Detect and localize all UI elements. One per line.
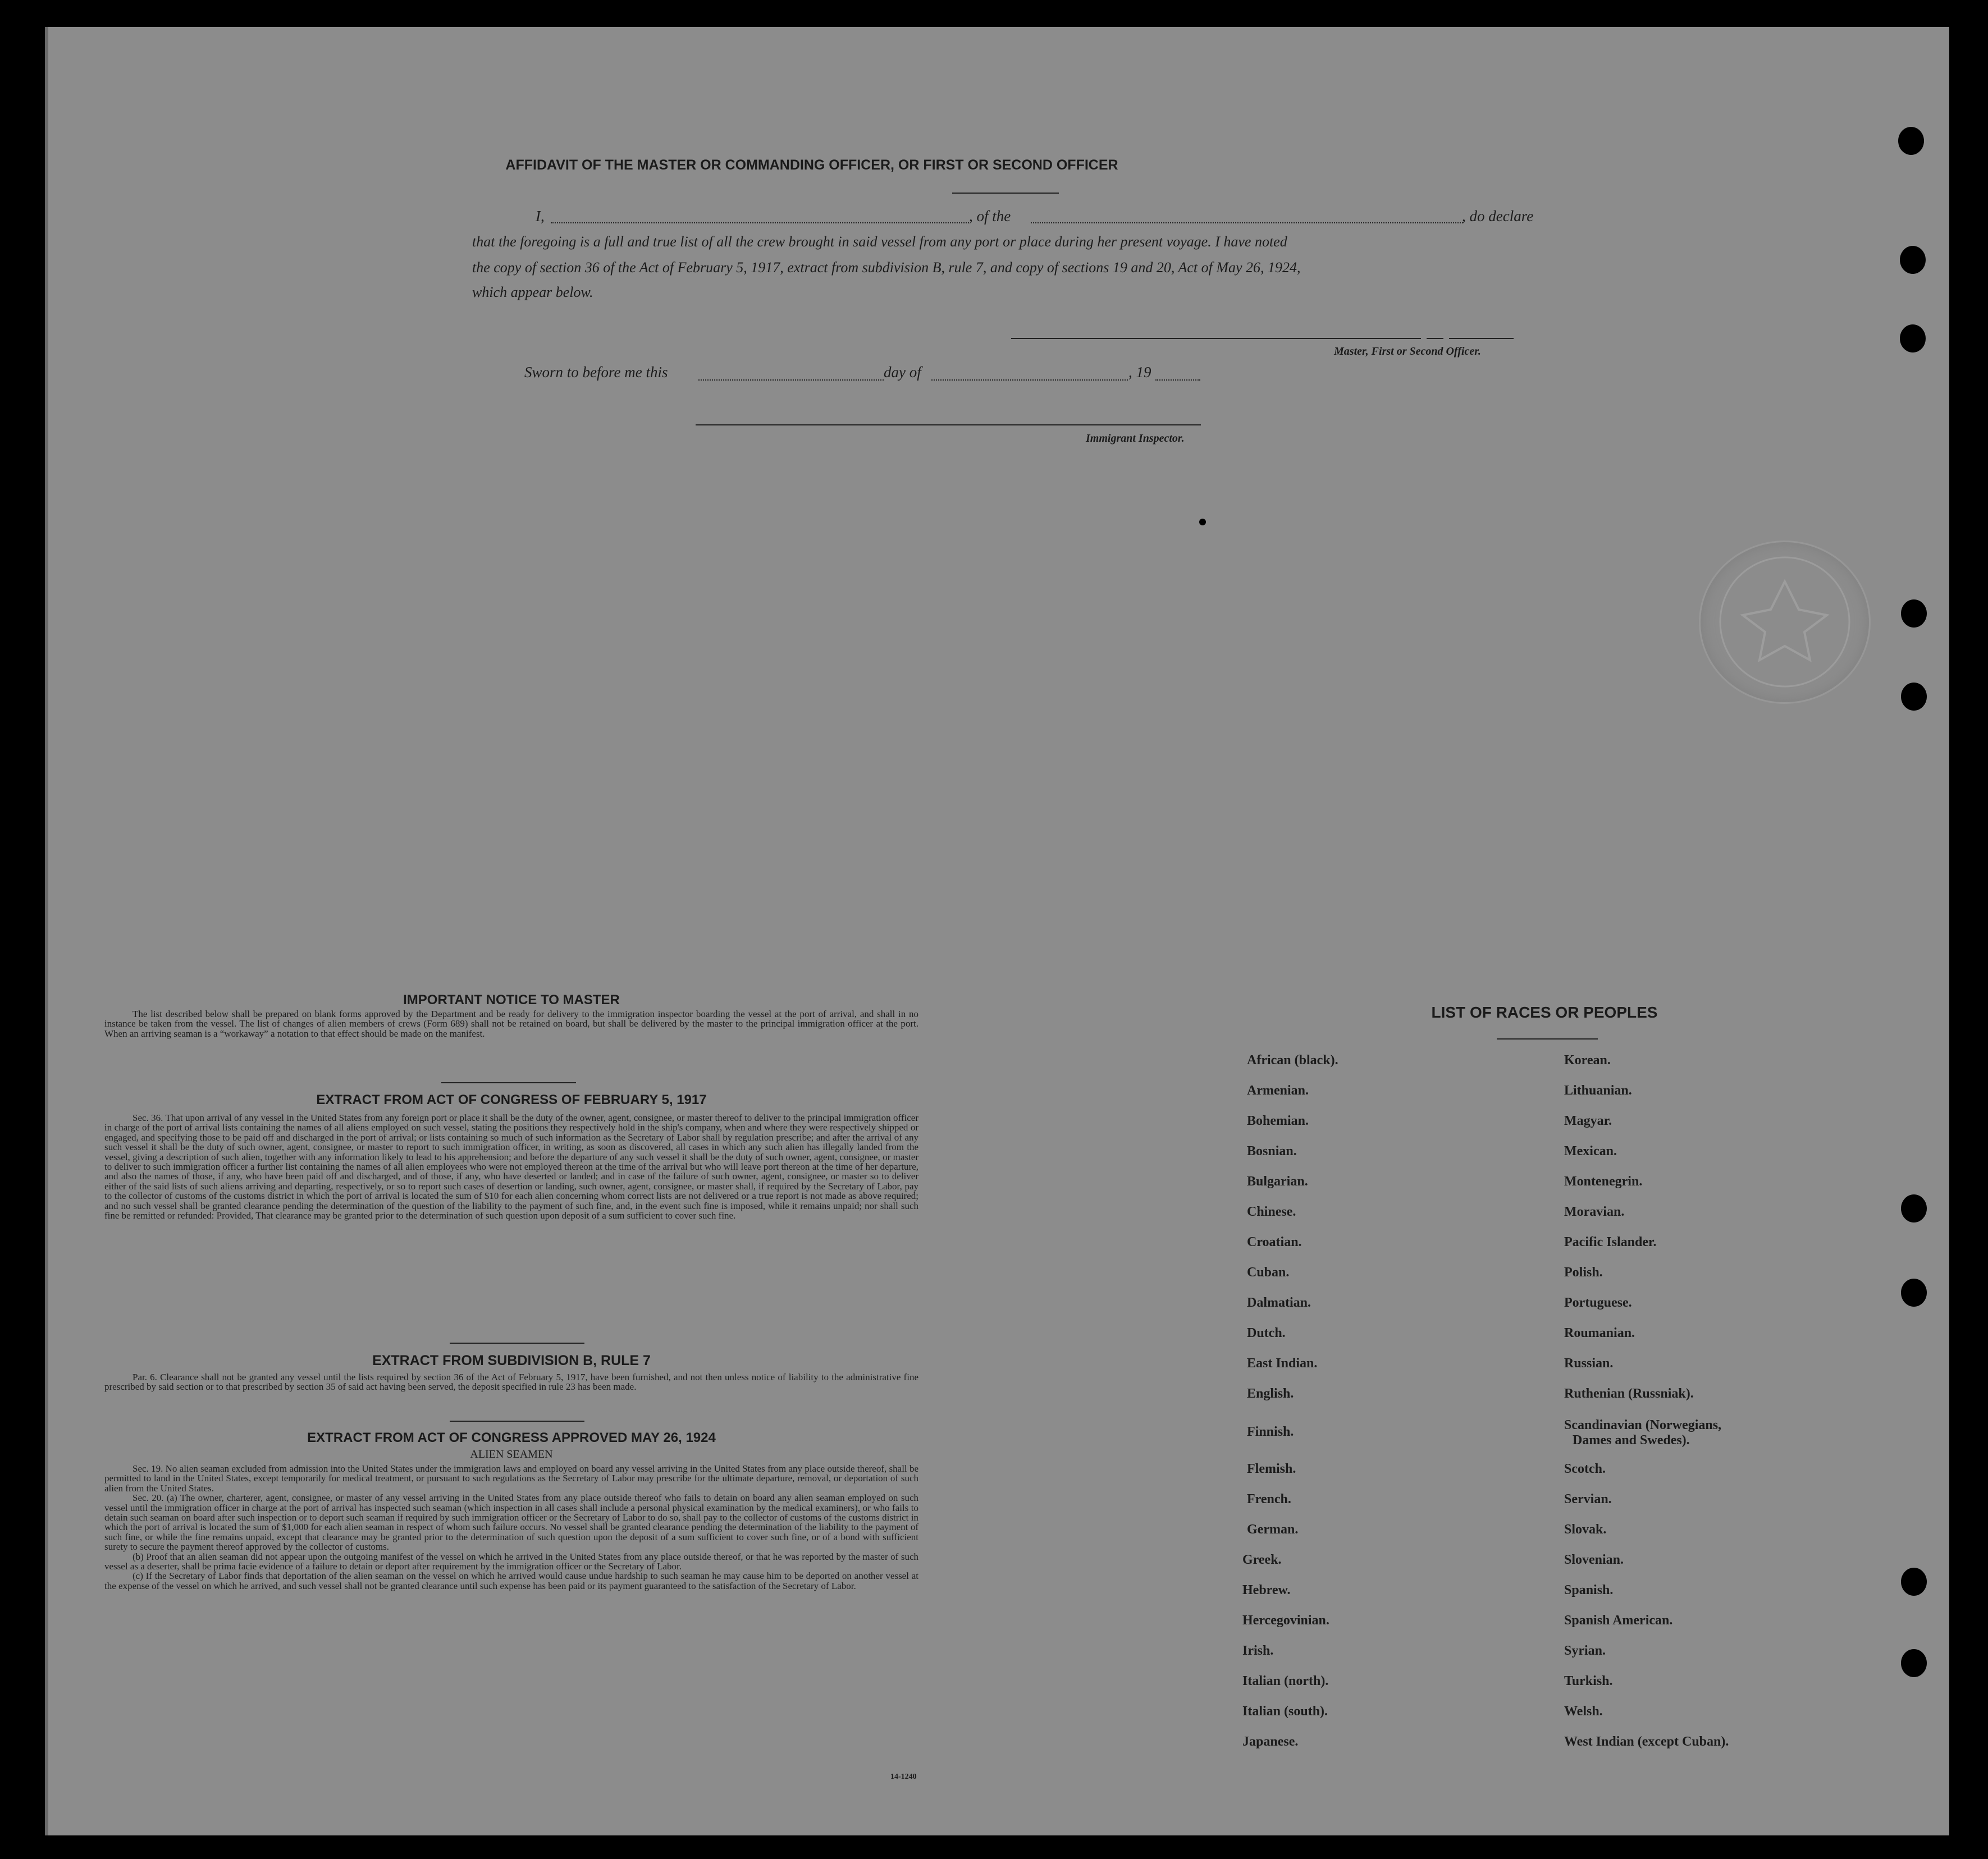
race-item: Croatian.: [1247, 1235, 1302, 1249]
year-prefix-label: , 19: [1128, 364, 1151, 381]
master-signature-line-end: [1449, 338, 1514, 339]
master-signature-line[interactable]: [1011, 338, 1421, 339]
sec-20c-paragraph: (c) If the Secretary of Labor finds that deportation of the alien seaman on the vessel on which he arrived would cause undue hardship to such seaman he may cause him to be deported on another vessel at the expense of the vessel on which he arrived, and such vessel shall not be granted clearance until such expense has been paid or its payment guaranteed to the satisfaction of the Secretary of Labor.: [104, 1570, 918, 1591]
punch-hole: [1900, 246, 1926, 274]
inspector-signature-label: Immigrant Inspector.: [1086, 432, 1185, 445]
extract-1924-body: [104, 1464, 918, 1591]
sworn-label: Sworn to before me this: [524, 364, 668, 381]
race-item: African (black).: [1247, 1053, 1338, 1068]
extract-b7-title: EXTRACT FROM SUBDIVISION B, RULE 7: [372, 1353, 651, 1368]
notice-title: IMPORTANT NOTICE TO MASTER: [403, 992, 620, 1008]
declarant-name-field[interactable]: [551, 222, 969, 223]
sec-36-paragraph: Sec. 36. That upon arrival of any vessel in the United States from any foreign port or place it shall be the duty of the owner, agent, consignee, or master thereof to deliver to the principal immigration officer in charge of the port of arrival lists containing the names of all aliens employed on such vessel, stating the positions they respectively hold in the ship's company, when and where they were respectively shipped or engaged, and specifying those to be paid off and discharged in the port of arrival; or lists containing so much of such information as the Secretary of Labor shall by regulation prescribe; and after the arrival of any such vessel it shall be the duty of such owner, agent, consignee, or master to report to such immigration officer, in writing, as soon as discovered, all cases in which any such alien has illegally landed from the vessel, giving a description of such alien, together with any information likely to lead to his apprehension; and before the departure of any such vessel it shall be the duty of such owner, agent, consignee, or master to deliver to such immigration officer a further list containing the names of all alien employees who were not employed thereon at the time of the arrival but who will leave port thereon at the time of her departure, and also the names of those, if any, who have been paid off and discharged, and of those, if any, who have deserted or landed; and in case of the failure of such owner, agent, consignee, or master so to deliver either of the said lists of such aliens arriving and departing, respectively, or so to report such cases of desertion or landing, such owner, agent, consignee, or master shall, if required by the Secretary of Labor, pay to the collector of customs of the customs district in which the port of arrival is located the sum of $10 for each alien concerning whom correct lists are not delivered or a true report is not made as above required; and no such vessel shall be granted clearance pending the determination of the question of the liability to the payment of such fine, and, in the event such fine is imposed, while it remains unpaid; nor shall such fine be remitted or refunded: Provided, That clearance may be granted prior to the determination of such question upon deposit of a sum sufficient to cover such fine.: [104, 1112, 918, 1221]
notice-paragraph: The list described below shall be prepared on blank forms approved by the Department and be ready for delivery to the immigration inspector boarding the vessel at the port of arrival, and shall in no instance be taken from the vessel. The list of changes of alien members of crews (Form 689) shall not be retained on board, but shall be delivered by the master to the principal immigration officer at the port. When an arriving seaman is a “workaway” a notation to that effect should be made on the manifest.: [104, 1009, 918, 1039]
race-item: Spanish American.: [1564, 1613, 1673, 1628]
race-item: Slovak.: [1564, 1522, 1607, 1537]
punch-hole: [1901, 1568, 1927, 1596]
sec-20a-paragraph: Sec. 20. (a) The owner, charterer, agent, consignee, or master of any vessel arriving in the United States from any place outside thereof who fails to detain on board any alien seaman employed on such vessel until the immigration officer in charge at the port of arrival has inspected such seaman (which inspection in all cases shall include a personal physical examination by the medical examiners), or who fails to detain such seaman on board after such inspection or to deport such seaman if required by such immigration officer or the Secretary of Labor to do so, shall pay to the collector of customs of the customs district in which the port of arrival is located the sum of $1,000 for each alien seaman in respect of whom such failure occurs. No vessel shall be granted clearance pending the determination of the liability to the payment of such fine, or while the fine remains unpaid, except that clearance may be granted prior to the determination of such question upon the deposit of a sum sufficient to cover such fine, or of a bond with sufficient surety to secure the payment thereof approved by the collector of customs.: [104, 1492, 918, 1553]
ink-dot: [1199, 519, 1206, 525]
race-item: Bohemian.: [1247, 1114, 1309, 1128]
race-item: Dutch.: [1247, 1326, 1286, 1340]
race-item: Hebrew.: [1242, 1583, 1291, 1597]
race-item: Hercegovinian.: [1242, 1613, 1329, 1628]
race-item: Japanese.: [1242, 1734, 1299, 1749]
race-item: Irish.: [1242, 1643, 1274, 1658]
punch-hole: [1901, 1279, 1927, 1307]
race-item: Italian (south).: [1242, 1704, 1328, 1719]
punch-hole: [1901, 1649, 1927, 1677]
sworn-year-field[interactable]: [1155, 379, 1200, 381]
race-item: Bulgarian.: [1247, 1174, 1308, 1189]
race-item: Bosnian.: [1247, 1144, 1297, 1159]
race-item: Finnish.: [1247, 1425, 1294, 1439]
race-item: Moravian.: [1564, 1205, 1625, 1219]
punch-hole: [1900, 324, 1926, 352]
sworn-month-field[interactable]: [931, 379, 1128, 381]
affidavit-text-3: which appear below.: [472, 284, 593, 300]
race-item: Pacific Islander.: [1564, 1235, 1657, 1249]
race-item: French.: [1247, 1492, 1291, 1507]
sec-20b-paragraph: (b) Proof that an alien seaman did not appear upon the outgoing manifest of the vessel on which he arrived in the United States from any place outside thereof, or that he was reported by the master of such vessel as a deserter, shall be prima facie evidence of a failure to detain or deport after requirement by the immigration officer or the Secretary of Labor.: [104, 1551, 918, 1572]
race-item: Mexican.: [1564, 1144, 1617, 1159]
race-item: Korean.: [1564, 1053, 1611, 1068]
extract-1917-top-rule: [441, 1082, 576, 1083]
extract-b7-body: [104, 1372, 918, 1392]
vessel-name-field[interactable]: [1031, 222, 1463, 223]
race-item: Scandinavian (Norwegians,: [1564, 1418, 1722, 1432]
race-item: Cuban.: [1247, 1265, 1290, 1280]
race-item: Montenegrin.: [1564, 1174, 1643, 1189]
master-signature-label: Master, First or Second Officer.: [1334, 345, 1481, 358]
extract-b7-top-rule: [450, 1343, 584, 1344]
alien-seamen-subtitle: ALIEN SEAMEN: [470, 1448, 553, 1460]
master-signature-line-short: [1427, 338, 1443, 339]
manifest-page: [45, 27, 1949, 1835]
race-item: Russian.: [1564, 1356, 1614, 1371]
race-item: Syrian.: [1564, 1643, 1606, 1658]
race-item: Dames and Swedes).: [1573, 1433, 1690, 1448]
race-item: German.: [1247, 1522, 1299, 1537]
race-item: Lithuanian.: [1564, 1083, 1632, 1098]
notice-body: [104, 1009, 918, 1038]
race-item: Greek.: [1242, 1553, 1282, 1567]
race-item: Portuguese.: [1564, 1295, 1632, 1310]
affidavit-declare-label: , do declare: [1462, 208, 1534, 225]
race-item: Turkish.: [1564, 1674, 1613, 1688]
races-title: LIST OF RACES OR PEOPLES: [1431, 1004, 1658, 1021]
sec-19-paragraph: Sec. 19. No alien seaman excluded from admission into the United States under the immigration laws and employed on board any vessel arriving in the United States from any place outside thereof, shall be permitted to land in the United States, except temporarily for medical treatment, or pursuant to such regulations as the Secretary of Labor may prescribe for the ultimate departure, removal, or deportation of such alien from the United States.: [104, 1463, 918, 1494]
affidavit-text-2: the copy of section 36 of the Act of February 5, 1917, extract from subdivision B, rule 7, and copy of sections 19 and 20, Act of May 26, 1924,: [472, 259, 1301, 276]
race-item: English.: [1247, 1386, 1294, 1401]
race-item: Italian (north).: [1242, 1674, 1329, 1688]
sworn-day-field[interactable]: [698, 379, 884, 381]
punch-hole: [1901, 599, 1927, 628]
race-item: Roumanian.: [1564, 1326, 1635, 1340]
extract-1924-top-rule: [450, 1421, 584, 1422]
inspector-signature-line[interactable]: [696, 424, 1201, 425]
race-item: Flemish.: [1247, 1462, 1296, 1476]
extract-1917-title: EXTRACT FROM ACT OF CONGRESS OF FEBRUARY 5, 1917: [316, 1092, 707, 1107]
race-item: Slovenian.: [1564, 1553, 1624, 1567]
affidavit-title: AFFIDAVIT OF THE MASTER OR COMMANDING OFFICER, OR FIRST OR SECOND OFFICER: [505, 157, 1118, 173]
par-6-paragraph: Par. 6. Clearance shall not be granted any vessel until the lists required by section 36 of the Act of February 5, 1917, have been furnished, and not then unless notice of liability to the administrative fine prescribed by said section or to that prescribed by section 35 of said act having been served, the deposit specified in rule 23 has been made.: [104, 1372, 918, 1393]
race-item: Servian.: [1564, 1492, 1612, 1507]
races-title-rule: [1497, 1038, 1598, 1040]
punch-hole: [1901, 683, 1927, 711]
embossed-seal: [1699, 541, 1871, 704]
affidavit-i-label: I,: [536, 208, 545, 225]
seal-eagle-icon: [1701, 542, 1869, 702]
affidavit-of-the-label: , of the: [969, 208, 1011, 225]
race-item: West Indian (except Cuban).: [1564, 1734, 1729, 1749]
day-of-label: day of: [884, 364, 921, 381]
punch-hole: [1901, 1194, 1927, 1222]
race-item: Magyar.: [1564, 1114, 1612, 1128]
race-item: Spanish.: [1564, 1583, 1614, 1597]
race-item: East Indian.: [1247, 1356, 1318, 1371]
race-item: Chinese.: [1247, 1205, 1296, 1219]
form-number: 14-1240: [890, 1773, 917, 1781]
extract-1917-body: [104, 1113, 918, 1220]
race-item: Ruthenian (Russniak).: [1564, 1386, 1694, 1401]
race-item: Welsh.: [1564, 1704, 1603, 1719]
affidavit-title-rule: [952, 193, 1059, 194]
race-item: Dalmatian.: [1247, 1295, 1311, 1310]
extract-1924-title: EXTRACT FROM ACT OF CONGRESS APPROVED MAY 26, 1924: [307, 1430, 716, 1445]
race-item: Armenian.: [1247, 1083, 1309, 1098]
punch-hole: [1898, 127, 1924, 155]
race-item: Polish.: [1564, 1265, 1603, 1280]
affidavit-text-1: that the foregoing is a full and true list of all the crew brought in said vessel from any port or place during her present voyage. I have noted: [472, 233, 1287, 250]
race-item: Scotch.: [1564, 1462, 1606, 1476]
